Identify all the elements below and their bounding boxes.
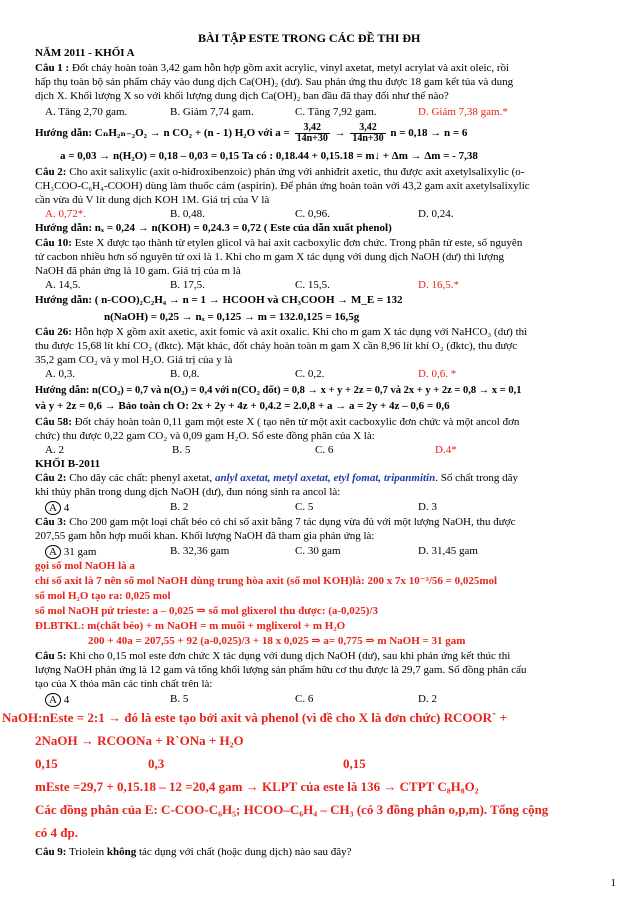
question-10-guide: Hướng dẫn: ( n-COO)₂C₂H₄ → n = 1 → HCOOH và CH₃COOH → M_E = 132 (35, 294, 403, 306)
question-2: Câu 2: Cho axit salixylic (axit o-hiđroxibenzoic) phản ứng với anhiđrit axetic, thu được axit axetylsalixylic (o- (35, 166, 525, 178)
question-b3: Câu 3: Cho 200 gam một loại chất béo có chỉ số axit bằng 7 tác dụng vừa đủ với một lượng NaOH, thu được (35, 516, 516, 528)
highlighted-compounds: anlyl axetat, metyl axetat, etyl fomat, tripanmitin (214, 472, 436, 484)
option-c: C. 0,96. (295, 208, 330, 220)
section-heading-2011a: NĂM 2011 - KHỐI A (35, 47, 135, 59)
option-d-correct: D. Giảm 7,38 gam.* (418, 106, 508, 118)
question-1-guide-line2: a = 0,03 → n(H₂O) = 0,18 – 0,03 = 0,15 Ta có : 0,18.44 + 0,15.18 = m↓ + Δm → Δm = - 7,38 (60, 150, 478, 162)
option-c: C. 0,2. (295, 368, 325, 380)
fraction: $\frac{3,42}{14n+30}$ (296, 121, 328, 144)
question-b3-line2: 207,55 gam hỗn hợp muối khan. Khối lượng NaOH đã tham gia phản ứng là: (35, 530, 375, 542)
option-b: B. Giảm 7,74 gam. (170, 106, 254, 118)
question-10-line2: tử cacbon nhiều hơn số nguyên tử oxi là 1. Khi cho m gam X tác dụng với dung dịch NaOH (dư) thì lượng (35, 251, 504, 263)
question-58-line2: chức) thu được 0,22 gam CO₂ và 0,09 gam H₂O. Số este đồng phân của X là: (35, 430, 375, 442)
option-a-correct: A. 0,72*. (45, 208, 86, 220)
question-2-line3: cần vừa đủ V lít dung dịch KOH 1M. Giá trị của V là (35, 194, 270, 206)
option-d: D. 3 (418, 501, 437, 513)
solution-line: số mol H₂O tạo ra: 0,025 mol (35, 590, 171, 602)
option-c: C. 6 (295, 693, 314, 705)
question-10: Câu 10: Este X được tạo thành từ etylen glicol và hai axit cacboxylic đơn chức. Trong phân tử este, số nguyên (35, 237, 523, 249)
question-26-line3: 35,2 gam CO₂ và y mol H₂O. Giá trị của y là (35, 354, 233, 366)
option-c: C. 5 (295, 501, 314, 513)
guide-label: Hướng dẫn: (35, 127, 93, 139)
solution-line: có 4 đp. (35, 825, 78, 840)
question-1: Câu 1 : Đốt cháy hoàn toàn 3,42 gam hỗn hợp gồm axit acrylic, vinyl axetat, metyl acrylat và axit oleic, rồi (35, 62, 510, 74)
question-26-guide-line2: và y + 2z = 0,6 → Bảo toàn ch O: 2x + 2y + 4z + 0,4.2 = 2.0,8 + a → a = 2y + 4z – 0,6 = 0,6 (35, 400, 450, 412)
option-b: B. 0,8. (170, 368, 200, 380)
option-c: C. 6 (315, 444, 334, 456)
question-b5-line3: tạo của X thỏa mãn các tính chất trên là: (35, 678, 213, 690)
solution-line: số mol NaOH pứ trieste: a – 0,025 ⇒ số mol glixerol thu được: (a-0,025)/3 (35, 605, 378, 617)
fraction: $\frac{3,42}{14n+30}$ (352, 121, 384, 144)
document-page: BÀI TẬP ESTE TRONG CÁC ĐỀ THI ĐH NĂM 2011 - KHỐI A Câu 1 : Đốt cháy hoàn toàn 3,42 gam hỗn hợp gồm axit acrylic, vinyl axetat, metyl acrylat và axit oleic, rồi hấp thụ toàn bộ sản phẩm cháy vào dung dịch Ca(OH)₂ (dư). Sau phản ứng thu được 18 gam kết tủa và dung dịch X. Khối lượng X so với khối lượng dung dịch Ca(OH)₂ ban đầu đã thay đổi như thế nào? A. Tăng 2,70 gam. B. Giảm 7,74 gam. C. Tăng 7,92 gam. D. Giảm 7,38 gam.* Hướng dẫn: CₙH₂ₙ₋₂O₂ → n CO₂ + (n - 1) H₂O với a = $\frac{3,42}{14n+30}$ → $\frac{3,42}{14n+30}$ n = 0,18 → n = 6 a = 0,03 → n(H₂O) = 0,18 – 0,03 = 0,15 Ta có : 0,18.44 + 0,15.18 = m↓ + Δm → Δm = - 7,38 Câu 2: Cho axit salixylic (axit o-hiđroxibenzoic) phản ứng với anhiđrit axetic, thu được axit axetylsalixylic (o- CH₃COO-C₆H₄-COOH) dùng làm thuốc cảm (aspirin). Để phản ứng hoàn toàn với 43,2 gam axit axetylsalixylic cần vừa đủ V lít dung dịch KOH 1M. Giá trị của V là A. 0,72*. B. 0,48. C. 0,96. D. 0,24. Hướng dẫn: nₓ = 0,24 → n(KOH) = 0,24.3 = 0,72 ( Este của dẫn xuất phenol) Câu 10: Este X được tạo thành từ etylen glicol và hai axit cacboxylic đơn chức. Trong phân tử este, số nguyên tử cacbon nhiều hơn số nguyên tử oxi là 1. Khi cho m gam X tác dụng với dung dịch NaOH (dư) thì lượng NaOH đã phản ứng là 10 gam. Giá trị của m là A. 14,5. B. 17,5. C. 15,5. D. 16,5.* Hướng dẫn: ( n-COO)₂C₂H₄ → n = 1 → HCOOH và CH₃COOH → M_E = 132 n(NaOH) = 0,25 → nₓ = 0,125 → m = 132.0,125 = 16,5g Câu 26: Hỗn hợp X gồm axit axetic, axit fomic và axit oxalic. Khi cho m gam X tác dụng với NaHCO₃ (dư) thì thu được 15,68 lít khí CO₂ (đktc). Mặt khác, đốt cháy hoàn toàn m gam X cần 8,96 lít khí O₂ (đktc), thu được 35,2 gam CO₂ và y mol H₂O. Giá trị của y là A. 0,3. B. 0,8. C. 0,2. D. 0,6. * Hướng dẫn: n(CO₂) = 0,7 và n(O₂) = 0,4 với n(CO₂ đốt) = 0,8 → x + y + 2z = 0,7 và 2x + y + 2z = 0,8 → x = 0,1 và y + 2z = 0,6 → Bảo toàn ch O: 2x + 2y + 4z + 0,4.2 = 2.0,8 + a → a = 2y + 4z – 0,6 = 0,6 Câu 58: Đốt cháy hoàn toàn 0,11 gam một este X ( tạo nên từ một axit cacboxylic đơn chức và một ancol đơn chức) thu được 0,22 gam CO₂ và 0,09 gam H₂O. Số este đồng phân của X là: A. 2 B. 5 C. 6 D.4* KHỐI B-2011 Câu 2: Cho dãy các chất: phenyl axetat, anlyl axetat, metyl axetat, etyl fomat, tripanmitin. Số chất trong dãy khi thủy phân trong dung dịch NaOH (dư), đun nóng sinh ra ancol là: A 4 B. 2 C. 5 D. 3 Câu 3: Cho 200 gam một loại chất béo có chỉ số axit bằng 7 tác dụng vừa đủ với một lượng NaOH, thu được 207,55 gam hỗn hợp muối khan. Khối lượng NaOH đã tham gia phản ứng là: A 31 gam B. 32,36 gam C. 30 gam D. 31,45 gam gọi số mol NaOH là a chỉ số axit là 7 nên số mol NaOH dùng trung hòa axit (số mol KOH)là: 200 x 7x 10⁻³/56 = 0,025mol số mol H₂O tạo ra: 0,025 mol số mol NaOH pứ trieste: a – 0,025 ⇒ số mol glixerol thu được: (a-0,025)/3 ĐLBTKL: m(chất béo) + m NaOH = m muối + mglixerol + m H₂O 200 + 40a = 207,55 + 92 (a-0,025)/3 + 18 x 0,025 ⇒ a= 0,775 ⇒ m NaOH = 31 gam Câu 5: Khi cho 0,15 mol este đơn chức X tác dụng với dung dịch NaOH (dư), sau khi phản ứng kết thúc thì lượng NaOH phản ứng là 12 gam và tổng khối lượng sản phẩm hữu cơ thu được là 29,7 gam. Số đồng phân cấu tạo của X thỏa mãn các tính chất trên là: A 4 B. 5 C. 6 D. 2 NaOH:nEste = 2:1 → đó là este tạo bởi axit và phenol (vì đề cho X là đơn chức) RCOOR` + 2NaOH → RCOONa + R`ONa + H₂O 0,15 0,3 0,15 mEste =29,7 + 0,15.18 – 12 =20,4 gam → KLPT của este là 136 → CTPT C₈H₈O₂ Các đồng phân của E: C-COO-C₆H₅; HCOO–C₆H₄ – CH₃ (có 3 đồng phân o,p,m). Tổng cộng có 4 đp. Câu 9: Triolein không tác dụng với chất (hoặc dung dịch) nào sau đây? 1 (2, 31, 616, 889)
option-d: D. 2 (418, 693, 437, 705)
solution-line: gọi số mol NaOH là a (35, 560, 135, 572)
option-b: B. 0,48. (170, 208, 205, 220)
option-d-correct: D. 0,6. * (418, 368, 457, 380)
question-26-guide: Hướng dẫn: n(CO₂) = 0,7 và n(O₂) = 0,4 với n(CO₂ đốt) = 0,8 → x + y + 2z = 0,7 và 2x + y + 2z = 0,8 → x = 0,1 (35, 385, 522, 396)
section-heading-2011b: KHỐI B-2011 (35, 458, 101, 470)
question-b2-line2: khi thủy phân trong dung dịch NaOH (dư), đun nóng sinh ra ancol là: (35, 486, 341, 498)
solution-line: 200 + 40a = 207,55 + 92 (a-0,025)/3 + 18 x 0,025 ⇒ a= 0,775 ⇒ m NaOH = 31 gam (88, 635, 466, 647)
question-2-line2: CH₃COO-C₆H₄-COOH) dùng làm thuốc cảm (aspirin). Để phản ứng hoàn toàn với 43,2 gam axit axetylsalixylic (35, 180, 530, 192)
option-b: B. 32,36 gam (170, 545, 230, 557)
option-c: C. 15,5. (295, 279, 330, 291)
question-b5-line2: lượng NaOH phản ứng là 12 gam và tổng khối lượng sản phẩm hữu cơ thu được là 29,7 gam. Số đồng phân cấu (35, 664, 527, 676)
question-26: Câu 26: Hỗn hợp X gồm axit axetic, axit fomic và axit oxalic. Khi cho m gam X tác dụng với NaHCO₃ (dư) thì (35, 326, 528, 338)
option-a: A. Tăng 2,70 gam. (45, 106, 128, 118)
question-b2: Câu 2: Cho dãy các chất: phenyl axetat, anlyl axetat, metyl axetat, etyl fomat, tripanmitin. Số chất trong dãy (35, 472, 519, 484)
option-c: C. 30 gam (295, 545, 341, 557)
question-10-guide-line2: n(NaOH) = 0,25 → nₓ = 0,125 → m = 132.0,125 = 16,5g (104, 311, 360, 323)
question-b5: Câu 5: Khi cho 0,15 mol este đơn chức X tác dụng với dung dịch NaOH (dư), sau khi phản ứng kết thúc thì (35, 650, 511, 662)
page-title: BÀI TẬP ESTE TRONG CÁC ĐỀ THI ĐH (198, 31, 421, 45)
question-label: Câu 1 : (35, 62, 70, 74)
solution-line: Các đồng phân của E: C-COO-C₆H₅; HCOO–C₆H₄ – CH₃ (có 3 đồng phân o,p,m). Tổng cộng (35, 802, 549, 817)
option-d: D. 0,24. (418, 208, 454, 220)
option-d: D. 31,45 gam (418, 545, 478, 557)
question-9: Câu 9: Triolein không tác dụng với chất (hoặc dung dịch) nào sau đây? (35, 846, 352, 858)
page-number: 1 (610, 877, 616, 889)
solution-line: ĐLBTKL: m(chất béo) + m NaOH = m muối + mglixerol + m H₂O (35, 620, 346, 632)
solution-line: 2NaOH → RCOONa + R`ONa + H₂O (35, 733, 244, 748)
solution-line: NaOH:nEste = 2:1 → đó là este tạo bởi axit và phenol (vì đề cho X là đơn chức) RCOOR` + (2, 710, 508, 725)
guide-result: n = 0,18 → n = 6 (390, 127, 468, 139)
question-2-guide: Hướng dẫn: nₓ = 0,24 → n(KOH) = 0,24.3 = 0,72 ( Este của dẫn xuất phenol) (35, 222, 392, 234)
question-1-guide: Hướng dẫn: CₙH₂ₙ₋₂O₂ → n CO₂ + (n - 1) H₂O với a = $\frac{3,42}{14n+30}$ → $\frac{3,42}{14n+30}$ n = 0,18 → n = 6 (35, 121, 468, 144)
option-d-correct: D. 16,5.* (418, 279, 459, 291)
option-b: B. 2 (170, 501, 189, 513)
option-d-correct: D.4* (435, 444, 457, 456)
question-1-line3: dịch X. Khối lượng X so với khối lượng dung dịch Ca(OH)₂ ban đầu đã thay đổi như thế nào? (35, 90, 449, 102)
question-1-line2: hấp thụ toàn bộ sản phẩm cháy vào dung dịch Ca(OH)₂ (dư). Sau phản ứng thu được 18 gam kết tủa và dung (35, 76, 514, 88)
option-a-correct: A 31 gam (45, 545, 96, 559)
solution-line: chỉ số axit là 7 nên số mol NaOH dùng trung hòa axit (số mol KOH)là: 200 x 7x 10⁻³/56 = 0,025mol (35, 575, 498, 587)
option-a: A. 14,5. (45, 279, 81, 291)
option-b: B. 5 (172, 444, 191, 456)
question-58: Câu 58: Đốt cháy hoàn toàn 0,11 gam một este X ( tạo nên từ một axit cacboxylic đơn chức và một ancol đơn (35, 416, 520, 428)
guide-formula: CₙH₂ₙ₋₂O₂ → n CO₂ + (n - 1) H₂O với a = (94, 127, 290, 139)
question-26-line2: thu được 15,68 lít khí CO₂ (đktc). Mặt khác, đốt cháy hoàn toàn m gam X cần 8,96 lít khí O₂ (đktc), thu được (35, 340, 518, 352)
option-b: B. 5 (170, 693, 189, 705)
option-a-correct: A 4 (45, 693, 69, 707)
option-b: B. 17,5. (170, 279, 205, 291)
option-c: C. Tăng 7,92 gam. (295, 106, 377, 118)
solution-line: mEste =29,7 + 0,15.18 – 12 =20,4 gam → KLPT của este là 136 → CTPT C₈H₈O₂ (35, 779, 479, 794)
option-a: A. 2 (45, 444, 64, 456)
option-a-correct: A 4 (45, 501, 69, 515)
option-a: A. 0,3. (45, 368, 75, 380)
question-10-line3: NaOH đã phản ứng là 10 gam. Giá trị của m là (35, 265, 241, 277)
